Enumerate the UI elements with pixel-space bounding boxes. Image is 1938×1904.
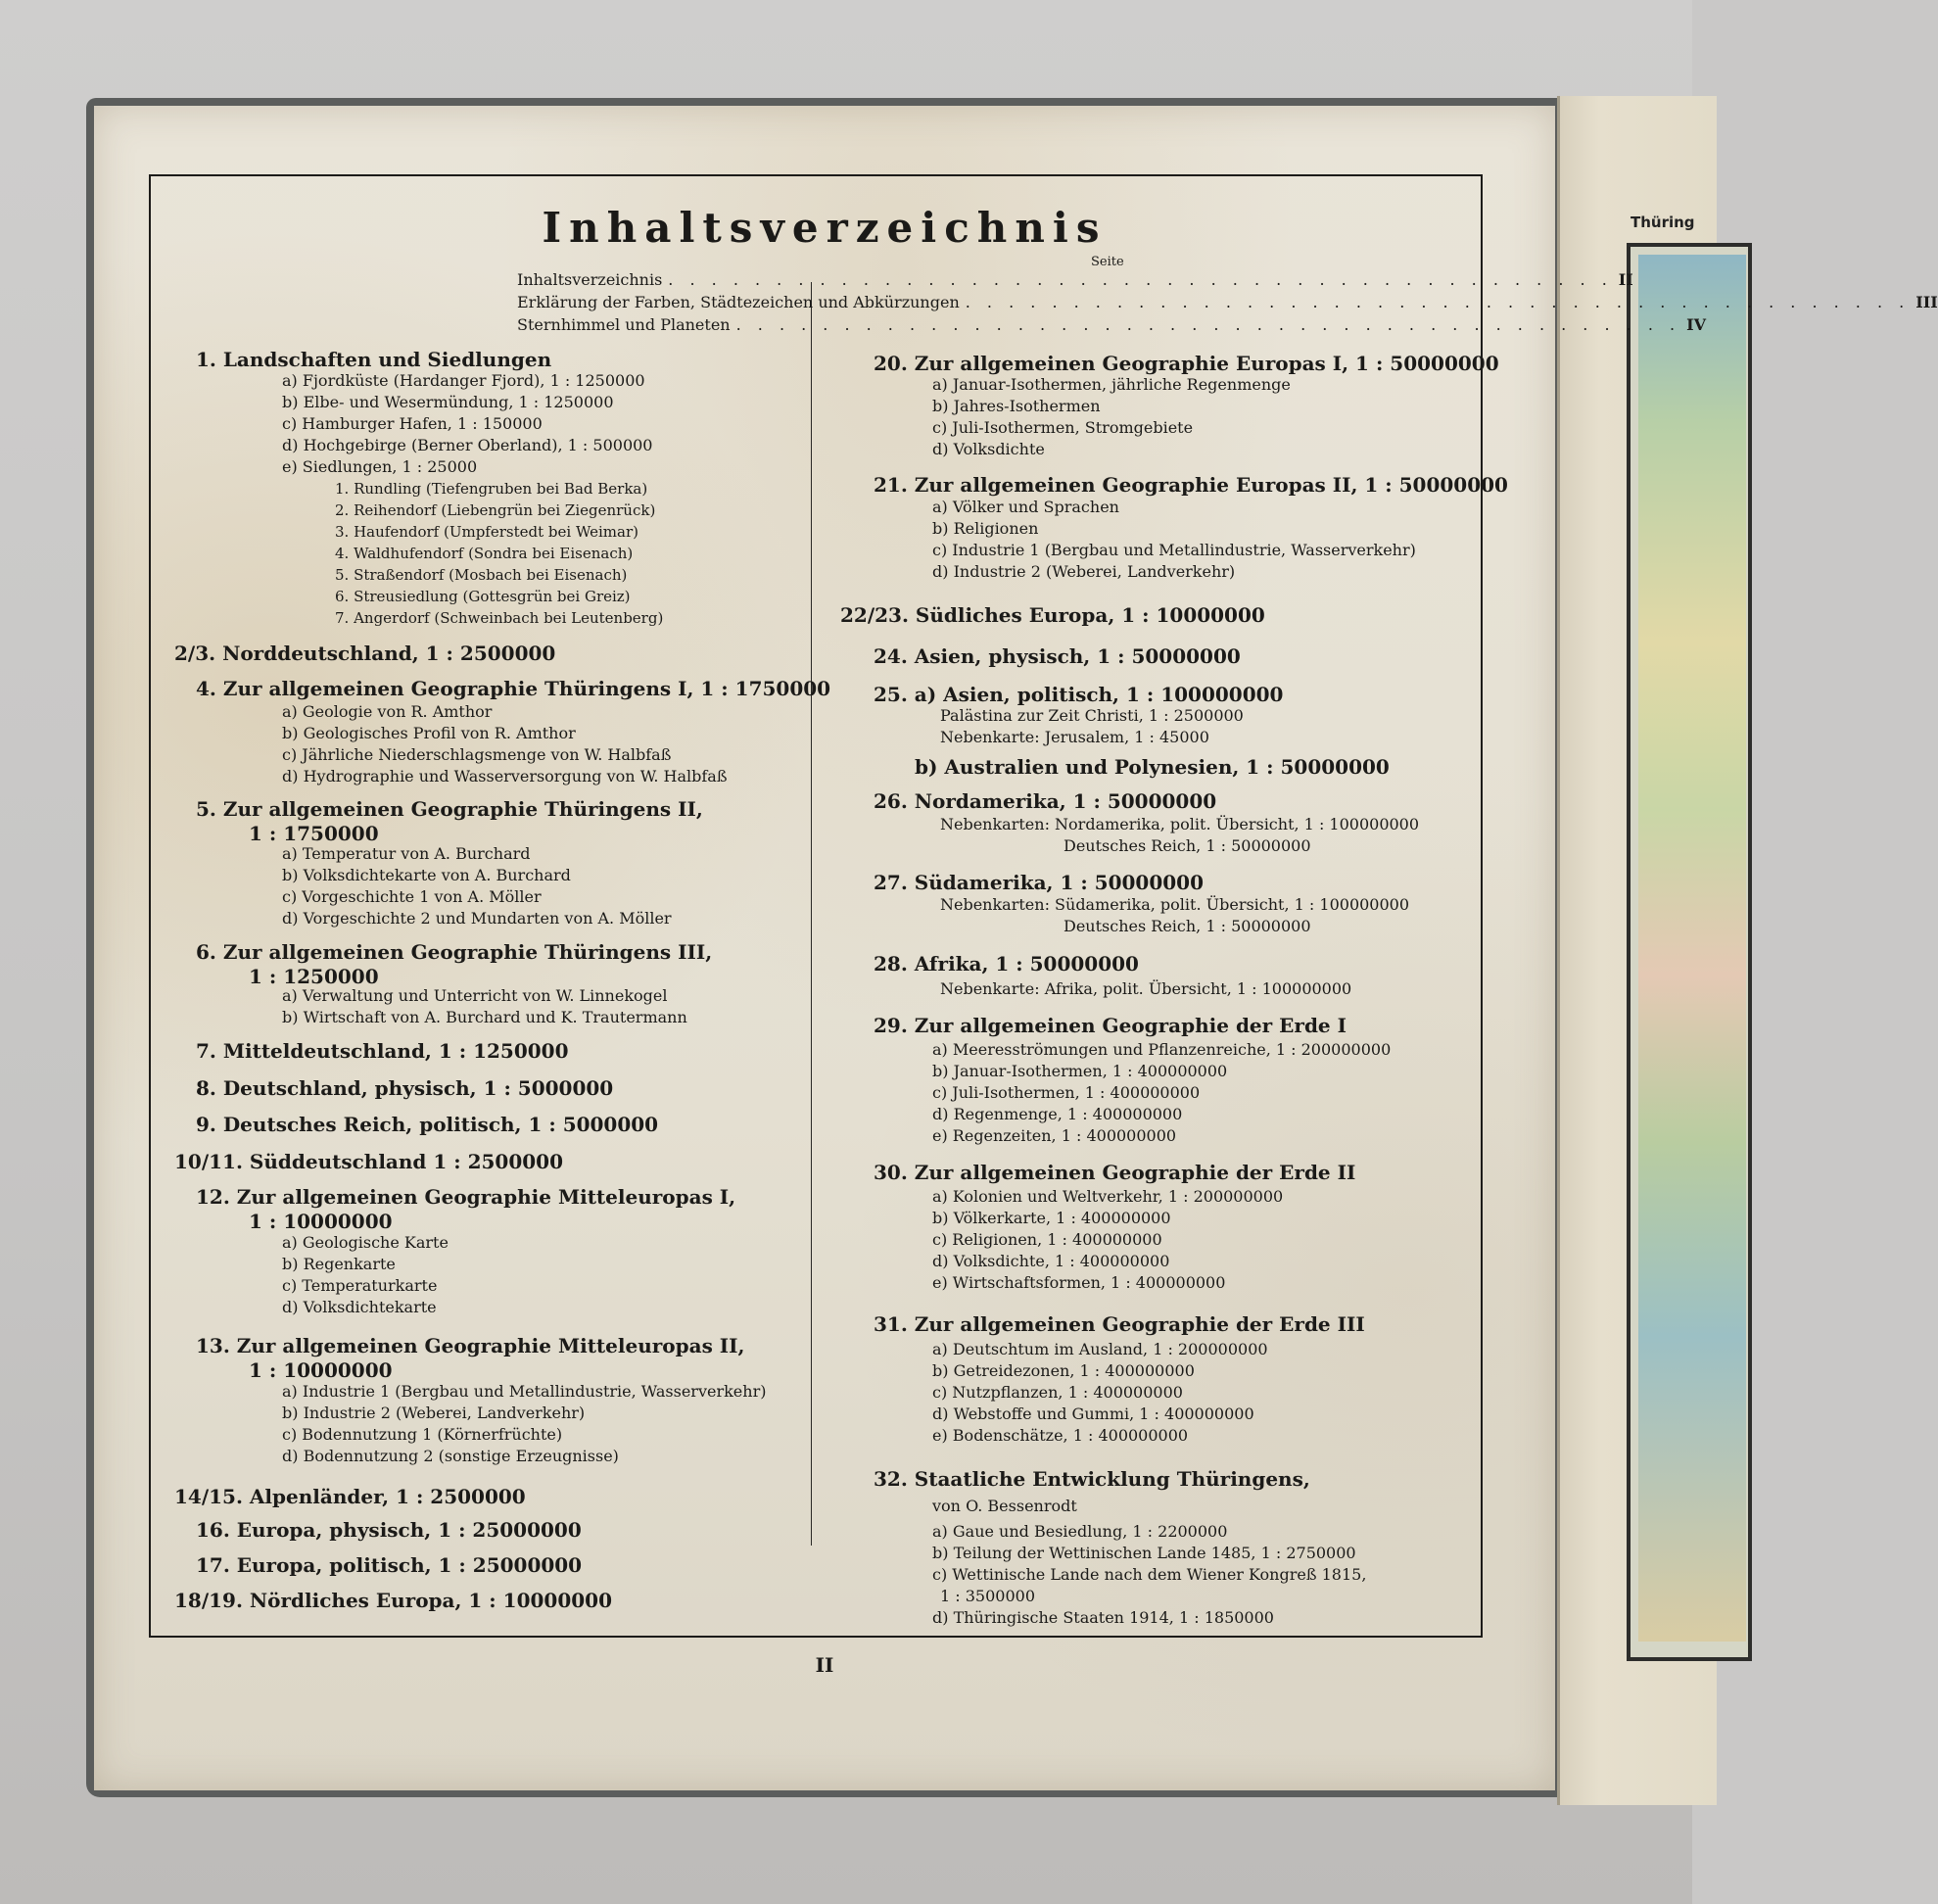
toc-left-entry: d) Volksdichtekarte (282, 1298, 437, 1316)
toc-left-entry: 14/15. Alpenländer, 1 : 2500000 (174, 1485, 526, 1508)
toc-right-entry: 24. Asien, physisch, 1 : 50000000 (874, 644, 1241, 668)
toc-right-entry: d) Volksdichte, 1 : 400000000 (932, 1252, 1170, 1270)
toc-right-entry: d) Regenmenge, 1 : 400000000 (932, 1105, 1183, 1123)
front-matter-page: IV (1686, 315, 1706, 334)
front-matter-page: II (1618, 270, 1633, 289)
toc-left-entry: 4. Waldhufendorf (Sondra bei Eisenach) (335, 545, 634, 562)
toc-left-entry: b) Industrie 2 (Weberei, Landverkehr) (282, 1404, 586, 1422)
toc-left-entry: 10/11. Süddeutschland 1 : 2500000 (174, 1150, 564, 1173)
toc-left-entry: 12. Zur allgemeinen Geographie Mitteleuropas I, (196, 1185, 736, 1209)
toc-right-entry: a) Völker und Sprachen (932, 498, 1119, 516)
toc-right-entry: Deutsches Reich, 1 : 50000000 (1064, 917, 1311, 935)
next-page-heading: Thüring (1631, 214, 1695, 231)
toc-left-entry: c) Hamburger Hafen, 1 : 150000 (282, 414, 543, 433)
toc-left-entry: 6. Zur allgemeinen Geographie Thüringens III, (196, 940, 713, 964)
toc-right-entry: Nebenkarten: Südamerika, polit. Übersicht, 1 : 100000000 (940, 895, 1410, 914)
toc-left-entry: 13. Zur allgemeinen Geographie Mitteleuropas II, (196, 1334, 745, 1357)
toc-right-entry: b) Religionen (932, 519, 1039, 538)
toc-left-entry: c) Vorgeschichte 1 von A. Möller (282, 887, 542, 906)
toc-left-entry: c) Temperaturkarte (282, 1276, 438, 1295)
toc-right-entry: von O. Bessenrodt (932, 1497, 1077, 1515)
toc-left-entry: 1 : 1750000 (249, 822, 379, 845)
toc-left-entry: 6. Streusiedlung (Gottesgrün bei Greiz) (335, 588, 631, 605)
toc-left-entry: b) Elbe- und Wesermündung, 1 : 1250000 (282, 393, 614, 411)
toc-right-entry: c) Juli-Isothermen, Stromgebiete (932, 418, 1194, 437)
toc-left-entry: 16. Europa, physisch, 1 : 25000000 (196, 1518, 582, 1542)
toc-right-entry: d) Industrie 2 (Weberei, Landverkehr) (932, 562, 1236, 581)
toc-left-entry: 7. Mitteldeutschland, 1 : 1250000 (196, 1039, 569, 1063)
toc-left-entry: b) Regenkarte (282, 1255, 396, 1273)
toc-left-entry: 5. Straßendorf (Mosbach bei Eisenach) (335, 566, 628, 584)
toc-left-entry: 1 : 10000000 (249, 1358, 393, 1382)
toc-right-entry: 25. a) Asien, politisch, 1 : 100000000 (874, 683, 1284, 706)
toc-left-entry: 5. Zur allgemeinen Geographie Thüringens II, (196, 797, 703, 821)
toc-right-entry: a) Kolonien und Weltverkehr, 1 : 200000000 (932, 1187, 1284, 1206)
toc-left-entry: 1 : 10000000 (249, 1210, 393, 1233)
toc-right-entry: 20. Zur allgemeinen Geographie Europas I, 1 : 50000000 (874, 352, 1499, 375)
toc-left-entry: d) Hochgebirge (Berner Oberland), 1 : 500000 (282, 436, 653, 454)
toc-left-entry: 4. Zur allgemeinen Geographie Thüringens I, 1 : 1750000 (196, 677, 831, 700)
toc-right-entry: d) Thüringische Staaten 1914, 1 : 1850000 (932, 1608, 1274, 1627)
toc-right-entry: 29. Zur allgemeinen Geographie der Erde I (874, 1014, 1347, 1037)
toc-right-entry: d) Webstoffe und Gummi, 1 : 400000000 (932, 1404, 1254, 1423)
column-divider (811, 282, 812, 1546)
toc-left-entry: a) Industrie 1 (Bergbau und Metallindustrie, Wasserverkehr) (282, 1382, 767, 1401)
page-number: II (815, 1653, 834, 1677)
toc-right-entry: a) Januar-Isothermen, jährliche Regenmenge (932, 375, 1291, 394)
toc-right-entry: Nebenkarten: Nordamerika, polit. Übersicht, 1 : 100000000 (940, 815, 1420, 833)
toc-right-entry: b) Australien und Polynesien, 1 : 50000000 (915, 755, 1390, 779)
leader-dots: . . . . . . . . . . . . . . . . . . . . . . . . . . . . . . . . . . . . . . . . . . . . (965, 293, 1911, 311)
toc-right-entry: Deutsches Reich, 1 : 50000000 (1064, 836, 1311, 855)
toc-right-entry: e) Wirtschaftsformen, 1 : 400000000 (932, 1273, 1226, 1292)
toc-right-entry: b) Völkerkarte, 1 : 400000000 (932, 1209, 1171, 1227)
toc-left-entry: c) Bodennutzung 1 (Körnerfrüchte) (282, 1425, 563, 1444)
seite-label: Seite (1091, 255, 1124, 269)
toc-right-entry: Palästina zur Zeit Christi, 1 : 2500000 (940, 706, 1244, 725)
toc-left-entry: c) Jährliche Niederschlagsmenge von W. Halbfaß (282, 745, 672, 764)
front-matter-page: III (1915, 293, 1938, 311)
toc-right-entry: 21. Zur allgemeinen Geographie Europas II, 1 : 50000000 (874, 473, 1508, 497)
front-matter-text: Inhaltsverzeichnis (517, 270, 663, 289)
toc-left-entry: a) Verwaltung und Unterricht von W. Linnekogel (282, 986, 668, 1005)
toc-right-entry: c) Juli-Isothermen, 1 : 400000000 (932, 1083, 1201, 1102)
toc-right-entry: b) Teilung der Wettinischen Lande 1485, 1 : 2750000 (932, 1544, 1356, 1562)
toc-left-entry: a) Fjordküste (Hardanger Fjord), 1 : 1250000 (282, 371, 645, 390)
page-title: Inhaltsverzeichnis (542, 204, 1108, 252)
toc-right-entry: 30. Zur allgemeinen Geographie der Erde II (874, 1161, 1356, 1184)
toc-left-entry: d) Bodennutzung 2 (sonstige Erzeugnisse) (282, 1447, 619, 1465)
toc-right-entry: 28. Afrika, 1 : 50000000 (874, 952, 1139, 976)
toc-left-entry: 1 : 1250000 (249, 965, 379, 988)
toc-right-entry: 22/23. Südliches Europa, 1 : 10000000 (840, 603, 1265, 627)
next-page-map (1638, 255, 1746, 1642)
toc-left-entry: a) Geologische Karte (282, 1233, 449, 1252)
toc-left-entry: 1. Rundling (Tiefengruben bei Bad Berka) (335, 480, 648, 498)
toc-right-entry: b) Getreidezonen, 1 : 400000000 (932, 1361, 1195, 1380)
toc-right-entry: b) Jahres-Isothermen (932, 397, 1101, 415)
toc-right-entry: a) Deutschtum im Ausland, 1 : 200000000 (932, 1340, 1268, 1358)
toc-right-entry: a) Gaue und Besiedlung, 1 : 2200000 (932, 1522, 1228, 1541)
toc-left-entry: 2. Reihendorf (Liebengrün bei Ziegenrück) (335, 501, 656, 519)
toc-left-entry: 3. Haufendorf (Umpferstedt bei Weimar) (335, 523, 638, 541)
leader-dots: . . . . . . . . . . . . . . . . . . . . . . . . . . . . . . . . . . . . . . . . . . . . (668, 270, 1613, 289)
toc-left-entry: 9. Deutsches Reich, politisch, 1 : 5000000 (196, 1113, 659, 1136)
toc-right-entry: e) Bodenschätze, 1 : 400000000 (932, 1426, 1189, 1445)
toc-left-entry: a) Geologie von R. Amthor (282, 702, 493, 721)
toc-right-entry: d) Volksdichte (932, 440, 1045, 458)
toc-left-entry: 2/3. Norddeutschland, 1 : 2500000 (174, 642, 556, 665)
front-matter-row (517, 270, 1633, 289)
leader-dots: . . . . . . . . . . . . . . . . . . . . . . . . . . . . . . . . . . . . . . . . . . . . (735, 315, 1681, 334)
toc-left-entry: a) Temperatur von A. Burchard (282, 844, 531, 863)
toc-right-entry: 32. Staatliche Entwicklung Thüringens, (874, 1467, 1310, 1491)
toc-right-entry: 27. Südamerika, 1 : 50000000 (874, 871, 1205, 894)
toc-left-entry: 7. Angerdorf (Schweinbach bei Leutenberg) (335, 609, 664, 627)
toc-right-entry: c) Nutzpflanzen, 1 : 400000000 (932, 1383, 1183, 1402)
contents-page (94, 106, 1938, 1790)
toc-right-entry: e) Regenzeiten, 1 : 400000000 (932, 1126, 1177, 1145)
front-matter-row (517, 315, 1706, 334)
toc-left-entry: d) Hydrographie und Wasserversorgung von W. Halbfaß (282, 767, 728, 785)
toc-left-entry: d) Vorgeschichte 2 und Mundarten von A. Möller (282, 909, 672, 928)
toc-left-entry: e) Siedlungen, 1 : 25000 (282, 457, 478, 476)
next-page (1557, 96, 1717, 1805)
toc-left-entry: b) Wirtschaft von A. Burchard und K. Trautermann (282, 1008, 687, 1026)
front-matter-text: Sternhimmel und Planeten (517, 315, 731, 334)
toc-right-entry: 1 : 3500000 (940, 1587, 1035, 1605)
toc-left-entry: b) Geologisches Profil von R. Amthor (282, 724, 576, 742)
toc-right-entry: 31. Zur allgemeinen Geographie der Erde III (874, 1312, 1365, 1336)
toc-left-entry: 8. Deutschland, physisch, 1 : 5000000 (196, 1076, 614, 1100)
toc-right-entry: c) Industrie 1 (Bergbau und Metallindustrie, Wasserverkehr) (932, 541, 1416, 559)
toc-right-entry: b) Januar-Isothermen, 1 : 400000000 (932, 1062, 1228, 1080)
toc-right-entry: Nebenkarte: Afrika, polit. Übersicht, 1 : 100000000 (940, 979, 1352, 998)
toc-right-entry: c) Wettinische Lande nach dem Wiener Kongreß 1815, (932, 1565, 1367, 1584)
toc-right-entry: 26. Nordamerika, 1 : 50000000 (874, 789, 1217, 813)
toc-left-entry: b) Volksdichtekarte von A. Burchard (282, 866, 571, 884)
toc-left-entry: 18/19. Nördliches Europa, 1 : 10000000 (174, 1589, 612, 1612)
toc-left-entry: 1. Landschaften und Siedlungen (196, 348, 552, 371)
front-matter-row (517, 293, 1938, 311)
front-matter-text: Erklärung der Farben, Städtezeichen und Abkürzungen (517, 293, 960, 311)
toc-right-entry: c) Religionen, 1 : 400000000 (932, 1230, 1162, 1249)
toc-right-entry: Nebenkarte: Jerusalem, 1 : 45000 (940, 728, 1209, 746)
toc-right-entry: a) Meeresströmungen und Pflanzenreiche, 1 : 200000000 (932, 1040, 1392, 1059)
toc-left-entry: 17. Europa, politisch, 1 : 25000000 (196, 1553, 583, 1577)
